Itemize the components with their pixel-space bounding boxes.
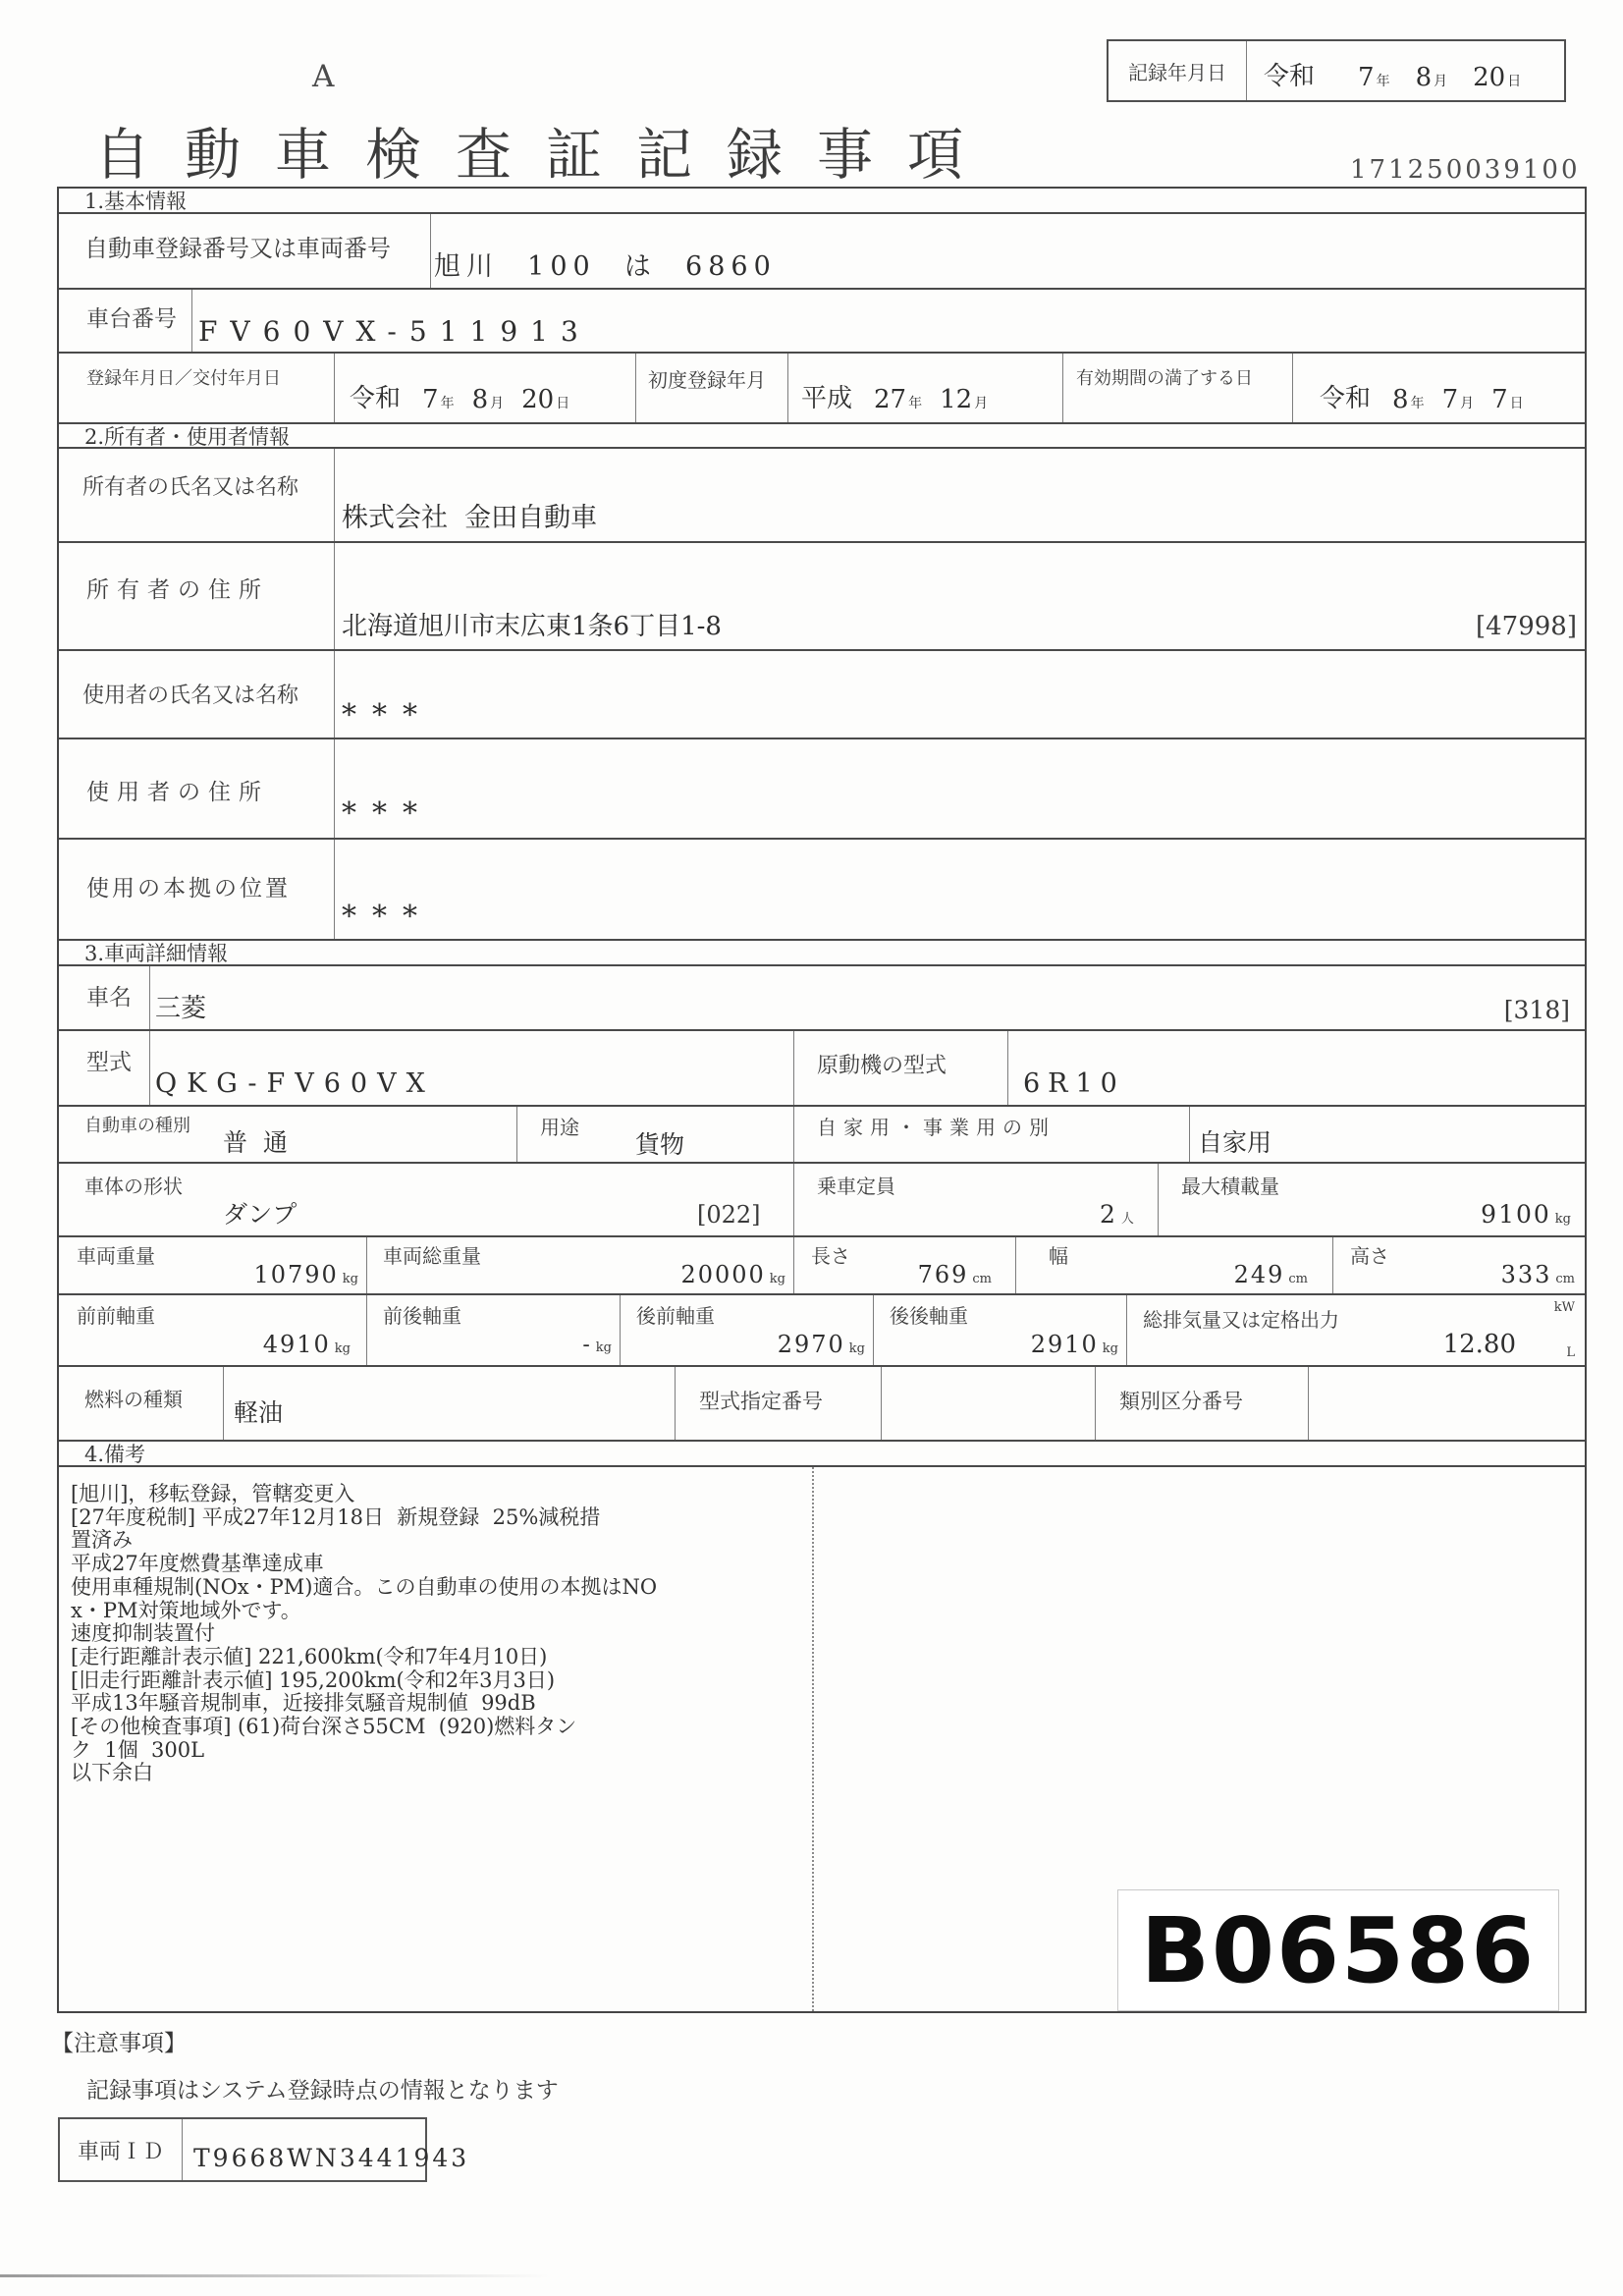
make-label: 車名 xyxy=(86,985,132,1011)
row-registration-number xyxy=(59,214,1585,290)
section-remarks-heading-text: 4.備考 xyxy=(84,1443,146,1466)
cell-divider xyxy=(149,1031,150,1105)
width-label: 幅 xyxy=(1049,1244,1068,1268)
stamp-box xyxy=(1117,1889,1559,2011)
ownership-value: 自家用 xyxy=(1198,1127,1272,1157)
cell-divider xyxy=(366,1237,367,1293)
row-body-shape xyxy=(59,1164,1585,1237)
record-date-era: 令和 xyxy=(1264,62,1316,91)
user-address-label: 使用者の住所 xyxy=(86,780,269,805)
record-date-year: 7 xyxy=(1358,63,1375,92)
remark-line: x・PM対策地域外です。 xyxy=(71,1598,301,1622)
width-number: 249 xyxy=(1233,1260,1285,1288)
row-user-name xyxy=(59,651,1585,739)
axle-rear-front-unit: kg xyxy=(848,1340,865,1356)
vehicle-id-divider xyxy=(182,2119,183,2180)
cell-divider xyxy=(516,1107,517,1162)
corner-mark: A xyxy=(312,59,335,94)
displacement-label: 総排気量又は定格出力 xyxy=(1143,1308,1339,1332)
axle-rear-front-label: 後前軸重 xyxy=(636,1304,715,1328)
axle-front-rear-value xyxy=(582,1334,612,1357)
length-value xyxy=(918,1262,992,1287)
cell-divider xyxy=(635,354,636,422)
expiry-date-year: 8 xyxy=(1392,385,1409,414)
height-label: 高さ xyxy=(1350,1244,1389,1268)
max-load-label: 最大積載量 xyxy=(1181,1175,1279,1198)
registration-date-label: 登録年月日／交付年月日 xyxy=(86,368,281,389)
cell-divider xyxy=(881,1367,882,1440)
record-date-month-unit: 月 xyxy=(1434,74,1448,89)
height-number: 333 xyxy=(1500,1260,1552,1288)
remark-line: 置済み xyxy=(71,1528,133,1553)
engine-model-value: 6R10 xyxy=(1023,1068,1125,1100)
section-basic-heading-text: 1.基本情報 xyxy=(84,190,188,213)
weight-value xyxy=(253,1262,358,1287)
expiry-date-era: 令和 xyxy=(1320,384,1372,413)
row-make xyxy=(59,966,1585,1031)
gross-weight-number: 20000 xyxy=(680,1260,766,1288)
expiry-date-month-unit: 月 xyxy=(1460,396,1475,411)
length-number: 769 xyxy=(917,1260,969,1288)
axle-rear-front-number: 2970 xyxy=(777,1330,845,1358)
record-date-value xyxy=(1264,56,1546,92)
record-date-year-unit: 年 xyxy=(1376,74,1390,89)
cell-divider xyxy=(675,1367,676,1440)
weight-unit: kg xyxy=(342,1271,358,1286)
axle-front-front-number: 4910 xyxy=(262,1330,331,1358)
cell-divider xyxy=(334,354,335,422)
row-model xyxy=(59,1031,1585,1107)
capacity-number: 2 xyxy=(1100,1199,1117,1229)
expiry-date-year-unit: 年 xyxy=(1410,396,1425,411)
user-name-label: 使用者の氏名又は名称 xyxy=(82,683,299,708)
remark-line: [旭川]，移転登録，管轄変更入 xyxy=(71,1482,355,1505)
displacement-unit-kw: kW xyxy=(1553,1300,1575,1315)
displacement-unit-l: L xyxy=(1566,1345,1575,1360)
registration-date-month-unit: 月 xyxy=(490,396,505,411)
axle-front-rear-unit: kg xyxy=(595,1339,612,1355)
max-load-number: 9100 xyxy=(1481,1199,1551,1229)
cell-divider xyxy=(793,1107,794,1162)
user-address-value: *** xyxy=(342,796,433,831)
max-load-value xyxy=(1481,1201,1571,1229)
remark-line: 以下余白 xyxy=(71,1761,153,1785)
class-number-label: 類別区分番号 xyxy=(1119,1390,1243,1413)
section-basic-heading xyxy=(59,189,1585,214)
category-label: 自動車の種別 xyxy=(84,1116,190,1136)
owner-address-label: 所有者の住所 xyxy=(86,577,269,603)
axle-front-front-unit: kg xyxy=(334,1340,351,1356)
remark-line: [その他検査事項] (61)荷台深さ55CM (920)燃料タン xyxy=(71,1715,577,1739)
make-value: 三菱 xyxy=(155,994,207,1024)
section-owner-heading xyxy=(59,424,1585,449)
expiry-date-month: 7 xyxy=(1441,385,1459,414)
base-location-label: 使用の本拠の位置 xyxy=(86,876,291,902)
axle-front-front-value xyxy=(263,1332,351,1357)
width-unit: cm xyxy=(1288,1271,1308,1286)
axle-front-rear-label: 前後軸重 xyxy=(383,1304,461,1328)
owner-address-code: [47998] xyxy=(1476,612,1577,642)
remarks-box xyxy=(59,1467,1585,2011)
make-code: [318] xyxy=(1503,995,1570,1024)
section-remarks-heading xyxy=(59,1442,1585,1467)
axle-rear-rear-label: 後後軸重 xyxy=(890,1304,968,1328)
registration-date-value xyxy=(350,378,587,414)
cell-divider xyxy=(1095,1367,1096,1440)
model-label: 型式 xyxy=(86,1050,132,1075)
length-unit: cm xyxy=(972,1271,992,1286)
row-user-address xyxy=(59,739,1585,840)
row-weights-dimensions xyxy=(59,1237,1585,1295)
row-registration-dates xyxy=(59,354,1585,424)
fuel-label: 燃料の種類 xyxy=(84,1388,183,1411)
registration-date-day: 20 xyxy=(521,385,555,414)
max-load-unit: kg xyxy=(1554,1211,1571,1227)
remarks-text xyxy=(71,1483,657,1785)
registration-date-day-unit: 日 xyxy=(556,396,570,411)
remark-line: ク 1個 300L xyxy=(71,1737,205,1762)
cell-divider xyxy=(430,214,431,288)
axle-rear-rear-unit: kg xyxy=(1102,1340,1118,1356)
capacity-value xyxy=(1100,1201,1134,1229)
cell-divider xyxy=(366,1295,367,1365)
user-name-value: *** xyxy=(342,698,433,733)
owner-name-value: 株式会社 金田自動車 xyxy=(342,503,598,534)
height-value xyxy=(1501,1262,1575,1287)
category-value: 普 通 xyxy=(223,1127,288,1157)
owner-address-value: 北海道旭川市末広東1条6丁目1-8 xyxy=(342,612,722,642)
remark-line: 速度抑制装置付 xyxy=(71,1621,215,1646)
cell-divider xyxy=(1158,1164,1159,1235)
remark-line: [27年度税制] 平成27年12月18日 新規登録 25%減税措 xyxy=(71,1504,601,1529)
cell-divider xyxy=(334,543,335,649)
remark-line: [旧走行距離計表示値] 195,200km(令和2年3月3日) xyxy=(71,1667,556,1692)
remark-line: [走行距離計表示値] 221,600km(令和7年4月10日) xyxy=(71,1644,548,1668)
record-date-day: 20 xyxy=(1473,63,1506,92)
length-label: 長さ xyxy=(811,1244,850,1268)
cell-divider xyxy=(223,1367,224,1440)
record-date-label: 記録年月日 xyxy=(1128,60,1226,84)
cell-divider xyxy=(793,1237,794,1293)
cell-divider xyxy=(787,354,788,422)
expiry-date-label: 有効期間の満了する日 xyxy=(1076,368,1253,389)
width-value xyxy=(1234,1262,1308,1287)
cell-divider xyxy=(191,290,192,352)
record-date-divider xyxy=(1246,41,1247,100)
main-table xyxy=(57,187,1587,2013)
registration-date-year-unit: 年 xyxy=(440,396,455,411)
expiry-date-day: 7 xyxy=(1491,385,1508,414)
first-registration-era: 平成 xyxy=(801,384,853,413)
axle-front-front-label: 前前軸重 xyxy=(77,1304,155,1328)
expiry-date-value xyxy=(1320,378,1542,414)
first-registration-label: 初度登録年月 xyxy=(648,368,766,392)
cell-divider xyxy=(1015,1237,1016,1293)
remark-line: 使用車種規制(NOx・PM)適合。この自動車の使用の本拠はNO xyxy=(71,1574,658,1599)
cell-divider xyxy=(873,1295,874,1365)
cell-divider xyxy=(334,651,335,738)
gross-weight-label: 車両総重量 xyxy=(383,1244,481,1268)
registration-date-era: 令和 xyxy=(350,384,402,413)
section-owner-heading-text: 2.所有者・使用者情報 xyxy=(84,424,291,449)
base-location-value: *** xyxy=(342,900,433,934)
vehicle-id-value: T9668WN3441943 xyxy=(193,2144,470,2172)
row-fuel xyxy=(59,1367,1585,1442)
section-vehicle-heading-text: 3.車両詳細情報 xyxy=(84,942,229,965)
remarks-dashed-divider xyxy=(812,1467,814,2011)
engine-model-label: 原動機の型式 xyxy=(817,1054,947,1078)
axle-rear-front-value xyxy=(778,1332,865,1357)
registration-number-value: 旭川 100 は 6860 xyxy=(434,251,777,283)
body-shape-label: 車体の形状 xyxy=(84,1175,183,1198)
gross-weight-value xyxy=(680,1262,785,1287)
notes-heading: 【注意事項】 xyxy=(51,2031,187,2056)
expiry-date-day-unit: 日 xyxy=(1509,396,1524,411)
row-base-location xyxy=(59,840,1585,941)
page-title: 自動車検査証記録事項 xyxy=(94,123,998,188)
weight-number: 10790 xyxy=(253,1260,339,1288)
model-value: QKG-FV60VX xyxy=(155,1068,435,1100)
remark-line: 平成13年騒音規制車，近接排気騒音規制値 99dB xyxy=(71,1691,536,1716)
use-value: 貨物 xyxy=(635,1129,685,1159)
chassis-number-value: FV60VX-511913 xyxy=(198,315,591,349)
capacity-label: 乗車定員 xyxy=(817,1175,895,1198)
fuel-value: 軽油 xyxy=(234,1397,284,1427)
row-owner-address xyxy=(59,543,1585,651)
capacity-unit: 人 xyxy=(1120,1211,1134,1227)
cell-divider xyxy=(1126,1295,1127,1365)
cell-divider xyxy=(334,739,335,838)
cell-divider xyxy=(793,1031,794,1105)
vehicle-id-box xyxy=(58,2117,470,2182)
row-category-use xyxy=(59,1107,1585,1164)
registration-date-year: 7 xyxy=(422,385,439,414)
cell-divider xyxy=(1332,1237,1333,1293)
section-vehicle-heading xyxy=(59,941,1585,966)
chassis-number-label: 車台番号 xyxy=(86,306,177,332)
height-unit: cm xyxy=(1555,1271,1575,1286)
axle-rear-rear-number: 2910 xyxy=(1030,1330,1099,1358)
first-registration-year: 27 xyxy=(874,385,907,414)
cell-divider xyxy=(334,840,335,939)
stamp-code: B06586 xyxy=(1140,1897,1537,2003)
registration-number-label: 自動車登録番号又は車両番号 xyxy=(84,235,391,262)
weight-label: 車両重量 xyxy=(77,1244,155,1268)
document-number: 171250039100 xyxy=(1350,155,1581,185)
scan-artifact-line xyxy=(0,2274,550,2277)
cell-divider xyxy=(1007,1031,1008,1105)
displacement-units xyxy=(1554,1301,1575,1359)
ownership-label: 自家用・事業用の別 xyxy=(817,1116,1055,1139)
cell-divider xyxy=(1308,1367,1309,1440)
body-shape-value: ダンプ xyxy=(223,1199,298,1229)
body-shape-code: [022] xyxy=(697,1200,761,1229)
cell-divider xyxy=(149,966,150,1029)
displacement-value: 12.80 xyxy=(1442,1330,1516,1360)
row-axle-weights xyxy=(59,1295,1585,1367)
cell-divider xyxy=(620,1295,621,1365)
cell-divider xyxy=(1189,1107,1190,1162)
type-approval-label: 型式指定番号 xyxy=(699,1390,823,1413)
first-registration-month-unit: 月 xyxy=(974,396,989,411)
record-date-month: 8 xyxy=(1415,63,1433,92)
vehicle-id-label: 車両ＩＤ xyxy=(77,2139,164,2164)
notes-text: 記録事項はシステム登録時点の情報となります xyxy=(86,2078,559,2104)
first-registration-month: 12 xyxy=(940,385,973,414)
row-owner-name xyxy=(59,449,1585,543)
cell-divider xyxy=(793,1164,794,1235)
row-chassis-number xyxy=(59,290,1585,354)
gross-weight-unit: kg xyxy=(769,1271,785,1286)
cell-divider xyxy=(1062,354,1063,422)
cell-divider xyxy=(1292,354,1293,422)
remark-line: 平成27年度燃費基準達成車 xyxy=(71,1552,324,1576)
axle-rear-rear-value xyxy=(1031,1332,1118,1357)
first-registration-year-unit: 年 xyxy=(908,396,923,411)
record-date-box xyxy=(1107,39,1566,102)
owner-name-label: 所有者の氏名又は名称 xyxy=(82,475,299,500)
first-registration-value xyxy=(801,378,1005,414)
registration-date-month: 8 xyxy=(471,385,489,414)
use-label: 用途 xyxy=(540,1116,579,1139)
record-date-day-unit: 日 xyxy=(1507,74,1522,89)
cell-divider xyxy=(334,449,335,541)
axle-front-rear-number: - xyxy=(582,1332,592,1357)
